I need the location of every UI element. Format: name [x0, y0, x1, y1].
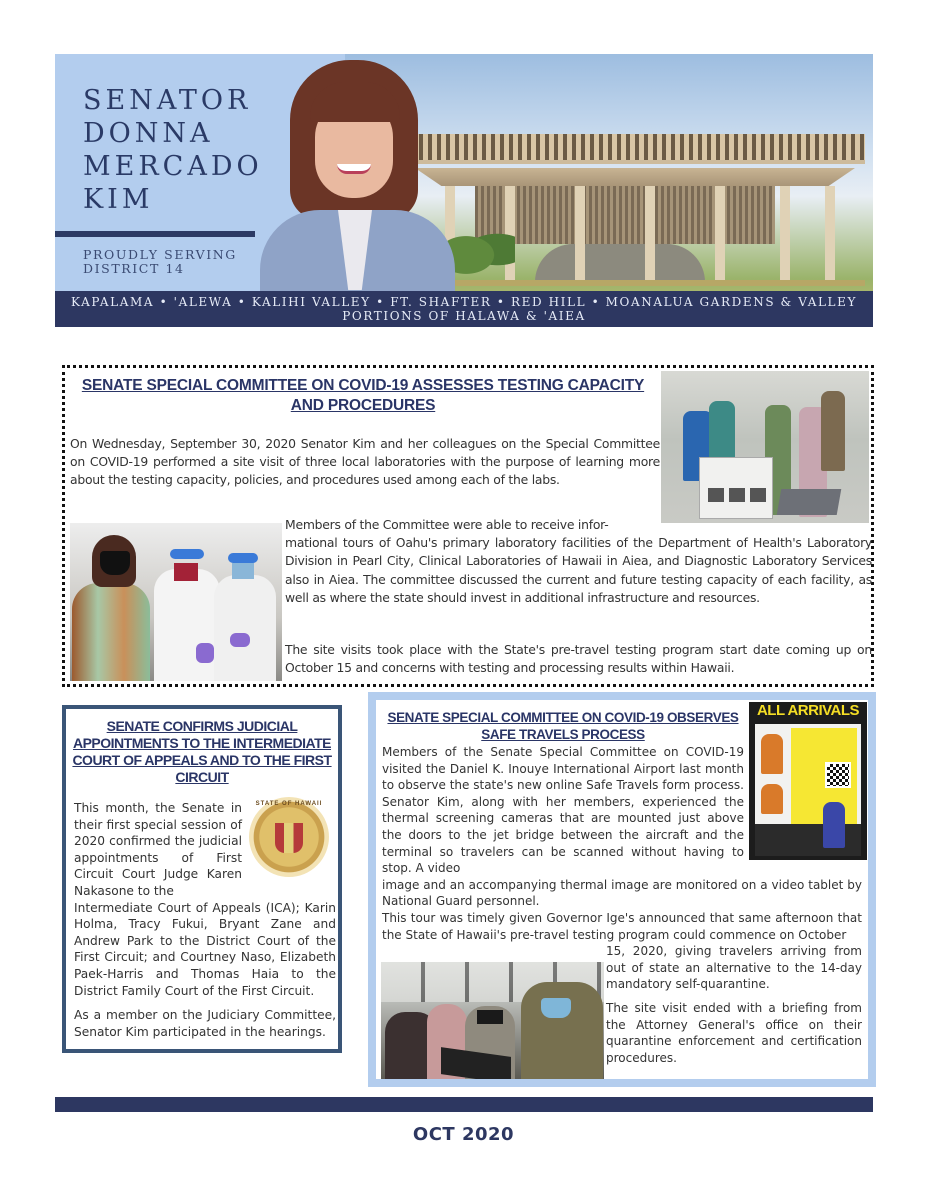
paragraph-body: Intermediate Court of Appeals (ICA); Karin Holma, Tracy Fukui, Bryant Zane and Andrew Park to the District Court of the First Circuit; and Courtney Naso, Elizabeth Paek-Harris and Thomas Haia to the District Family Court of the First Circuit. [74, 900, 336, 998]
title-line: MERCADO [83, 151, 263, 182]
paragraph-lead: Members of the Senate Special Committee on COVID-19 visited the Daniel K. Inouye International Airport last month to observe the state's new online Safe Travels form process. Senator Kim, along with her members, experienced the thermal screening cameras that are mounted just above the doors to the jet bridge between the aircraft and the terminal so travelers can be scanned without having to stop. A video [382, 745, 744, 876]
article-paragraph: As a member on the Judiciary Committee, Senator Kim participated in the hearings. [74, 1008, 336, 1039]
article-panel [376, 700, 868, 1079]
senator-with-lab-staff-photo [70, 523, 282, 681]
article-paragraph: The site visit ended with a briefing from the Attorney General's office on their quarantine enforcement and certification procedures. [606, 1001, 862, 1065]
laboratory-visit-photo [661, 371, 869, 523]
serving-line: DISTRICT 14 [83, 261, 185, 276]
paragraph-body: mational tours of Oahu's primary laboratory facilities of the Department of Health's Laboratory Division in Pearl City, Clinical Laboratories of Hawaii in Aiea, and Diagnostic Laboratory Services also in Aiea. The committee discussed the current and future testing capacity of each facility, as well as where the state should invest in additional infrastructure and resources. [285, 535, 872, 605]
paragraph-lead: This month, the Senate in their first special session of 2020 confirmed the judicial appointments of First Circuit Court Judge Karen Nakasone to the [74, 801, 242, 898]
neighborhoods-line: KAPALAMA • 'ALEWA • KALIHI VALLEY • FT. SHAFTER • RED HILL • MOANALUA GARDENS & VALLEY [71, 295, 857, 309]
senator-name-title [83, 84, 263, 216]
article-judicial-appointments [62, 705, 342, 1053]
article-title: SENATE SPECIAL COMMITTEE ON COVID-19 OBSERVES SAFE TRAVELS PROCESS [387, 710, 739, 742]
issue-date: OCT 2020 [412, 1124, 515, 1145]
article-paragraph [382, 744, 862, 910]
paragraph-body: 15, 2020, giving travelers arriving from out of state an alternative to the 14-day mandatory self-quarantine. [606, 944, 862, 992]
sign-heading: ALL ARRIVALS [756, 702, 860, 719]
title-line: SENATOR [83, 85, 252, 116]
title-divider [55, 231, 255, 237]
paragraph-body: image and an accompanying thermal image are monitored on a video tablet by National Guard personnel. [382, 877, 862, 909]
neighborhoods-line: PORTIONS OF HALAWA & 'AIEA [342, 309, 586, 323]
district-neighborhoods-band [55, 291, 873, 327]
seal-text: STATE OF HAWAII [255, 801, 323, 807]
serving-line: PROUDLY SERVING [83, 247, 237, 262]
article-safe-travels [368, 692, 876, 1087]
paragraph-lead: This tour was timely given Governor Ige's announced that same afternoon that the State of Hawaii's pre-travel testing program could commence on October [382, 911, 862, 942]
article-title: SENATE SPECIAL COMMITTEE ON COVID-19 ASSESSES TESTING CAPACITY AND PROCEDURES [81, 377, 645, 414]
title-line: DONNA [83, 118, 214, 149]
article-covid-testing [62, 365, 874, 687]
senator-portrait [260, 60, 455, 291]
article-paragraph: On Wednesday, September 30, 2020 Senator Kim and her colleagues on the Special Committee on COVID-19 performed a site visit of three local laboratories with the purpose of learning more about the testing capacity, policies, and procedures used among each of the labs. [70, 436, 660, 488]
article-paragraph [74, 800, 336, 999]
title-line: KIM [83, 184, 154, 215]
airport-visit-photo [381, 962, 604, 1079]
newsletter-header [55, 54, 873, 327]
trees-decoration [445, 222, 515, 277]
article-paragraph [285, 516, 872, 607]
article-title: SENATE CONFIRMS JUDICIAL APPOINTMENTS TO THE INTERMEDIATE COURT OF APPEALS AND TO THE FIRST CIRCUIT [72, 718, 332, 785]
article-paragraph: The site visits took place with the State's pre-travel testing program start date coming up on October 15 and concerns with testing and processing results within Hawaii. [285, 642, 872, 676]
district-serving-label [83, 248, 237, 276]
footer-bar [55, 1097, 873, 1112]
paragraph-lead: Members of the Committee were able to receive infor- [285, 517, 609, 532]
